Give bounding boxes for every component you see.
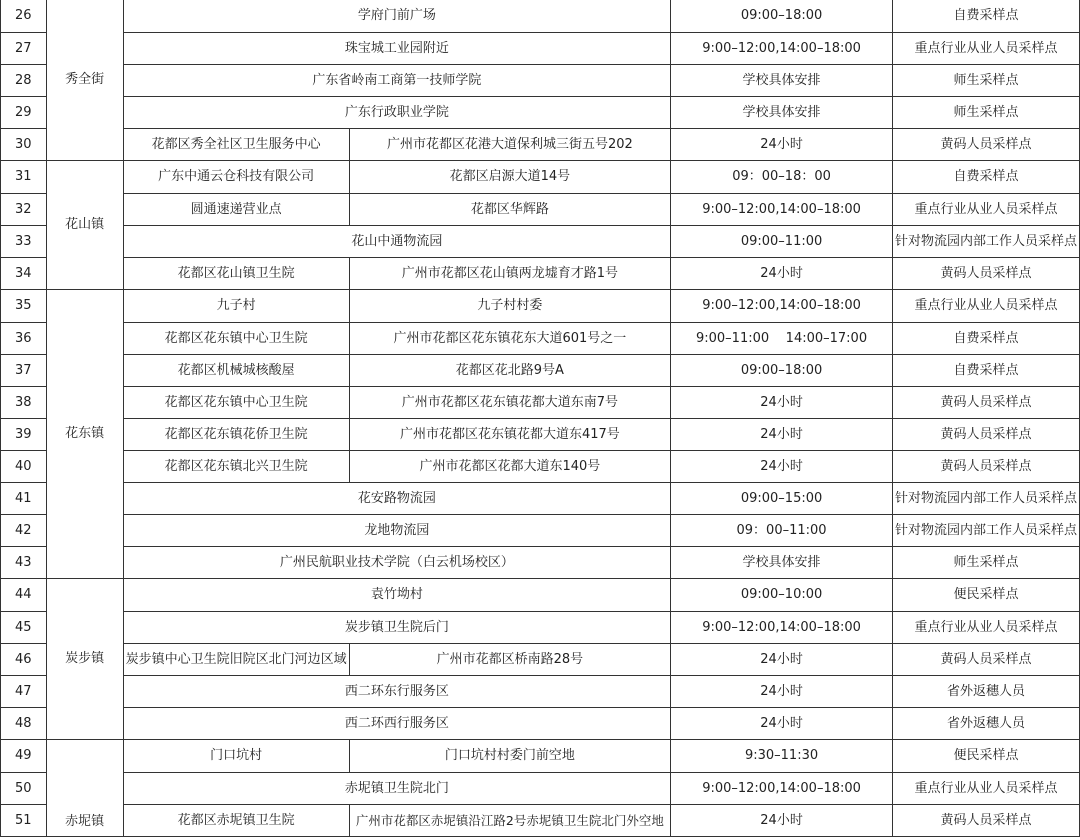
row-number: 31 bbox=[1, 161, 47, 194]
type-cell: 针对物流园内部工作人员采样点 bbox=[892, 483, 1079, 515]
row-number: 30 bbox=[1, 129, 47, 161]
type-cell: 省外返穗人员 bbox=[892, 708, 1079, 740]
row-number: 29 bbox=[1, 97, 47, 129]
time-cell: 9:30–11:30 bbox=[671, 740, 893, 773]
type-cell: 重点行业从业人员采样点 bbox=[892, 194, 1079, 226]
type-cell: 重点行业从业人员采样点 bbox=[892, 612, 1079, 644]
address-cell: 广州市花都区桥南路28号 bbox=[349, 644, 671, 676]
table-row bbox=[1, 161, 1080, 194]
type-cell: 黄码人员采样点 bbox=[892, 129, 1079, 161]
type-cell: 便民采样点 bbox=[892, 740, 1079, 773]
table-row bbox=[1, 612, 1080, 644]
table-row bbox=[1, 419, 1080, 451]
address-cell: 花都区花北路9号A bbox=[349, 355, 671, 387]
time-cell: 9:00–12:00,14:00–18:00 bbox=[671, 194, 893, 226]
type-cell: 自费采样点 bbox=[892, 323, 1079, 355]
time-cell: 09:00–15:00 bbox=[671, 483, 893, 515]
row-number: 47 bbox=[1, 676, 47, 708]
type-cell: 师生采样点 bbox=[892, 65, 1079, 97]
address-cell: 花都区启源大道14号 bbox=[349, 161, 671, 194]
table-row bbox=[1, 805, 1080, 837]
site-cell: 广东行政职业学院 bbox=[123, 97, 671, 129]
time-cell: 24小时 bbox=[671, 387, 893, 419]
address-cell: 广州市花都区花东镇花东大道601号之一 bbox=[349, 323, 671, 355]
table-row bbox=[1, 65, 1080, 97]
site-cell: 广州民航职业技术学院（白云机场校区） bbox=[123, 547, 671, 579]
row-number: 27 bbox=[1, 33, 47, 65]
time-cell: 09：00–18：00 bbox=[671, 161, 893, 194]
table-row bbox=[1, 33, 1080, 65]
time-cell: 9:00–12:00,14:00–18:00 bbox=[671, 33, 893, 65]
site-cell: 广东省岭南工商第一技师学院 bbox=[123, 65, 671, 97]
time-cell: 9:00–11:00 14:00–17:00 bbox=[671, 323, 893, 355]
time-cell: 24小时 bbox=[671, 676, 893, 708]
time-cell: 24小时 bbox=[671, 258, 893, 290]
row-number: 39 bbox=[1, 419, 47, 451]
town-cell: 炭步镇 bbox=[46, 579, 123, 740]
table-row bbox=[1, 515, 1080, 547]
name-cell: 花都区花东镇中心卫生院 bbox=[123, 323, 349, 355]
type-cell: 师生采样点 bbox=[892, 547, 1079, 579]
type-cell: 重点行业从业人员采样点 bbox=[892, 773, 1079, 805]
row-number: 32 bbox=[1, 194, 47, 226]
time-cell: 学校具体安排 bbox=[671, 65, 893, 97]
type-cell: 师生采样点 bbox=[892, 97, 1079, 129]
row-number: 48 bbox=[1, 708, 47, 740]
name-cell: 门口坑村 bbox=[123, 740, 349, 773]
time-cell: 24小时 bbox=[671, 644, 893, 676]
row-number: 40 bbox=[1, 451, 47, 483]
town-cell: 花东镇 bbox=[46, 290, 123, 579]
site-cell: 西二环东行服务区 bbox=[123, 676, 671, 708]
row-number: 33 bbox=[1, 226, 47, 258]
table-row bbox=[1, 579, 1080, 612]
table-row bbox=[1, 258, 1080, 290]
row-number: 35 bbox=[1, 290, 47, 323]
row-number: 49 bbox=[1, 740, 47, 773]
row-number: 42 bbox=[1, 515, 47, 547]
town-cell: 赤坭镇 bbox=[46, 740, 123, 837]
table-row bbox=[1, 194, 1080, 226]
address-cell: 广州市花都区花东镇花都大道东417号 bbox=[349, 419, 671, 451]
name-cell: 九子村 bbox=[123, 290, 349, 323]
type-cell: 黄码人员采样点 bbox=[892, 451, 1079, 483]
row-number: 43 bbox=[1, 547, 47, 579]
row-number: 45 bbox=[1, 612, 47, 644]
type-cell: 黄码人员采样点 bbox=[892, 805, 1079, 837]
site-cell: 龙地物流园 bbox=[123, 515, 671, 547]
name-cell: 炭步镇中心卫生院旧院区北门河边区域 bbox=[123, 644, 349, 676]
type-cell: 黄码人员采样点 bbox=[892, 258, 1079, 290]
site-cell: 学府门前广场 bbox=[123, 0, 671, 33]
site-cell: 西二环西行服务区 bbox=[123, 708, 671, 740]
time-cell: 9:00–12:00,14:00–18:00 bbox=[671, 612, 893, 644]
type-cell: 重点行业从业人员采样点 bbox=[892, 290, 1079, 323]
row-number: 38 bbox=[1, 387, 47, 419]
town-cell: 花山镇 bbox=[46, 161, 123, 290]
table-row bbox=[1, 129, 1080, 161]
row-number: 26 bbox=[1, 0, 47, 33]
table-row bbox=[1, 290, 1080, 323]
name-cell: 花都区花东镇北兴卫生院 bbox=[123, 451, 349, 483]
address-cell: 门口坑村村委门前空地 bbox=[349, 740, 671, 773]
type-cell: 黄码人员采样点 bbox=[892, 387, 1079, 419]
time-cell: 9:00–12:00,14:00–18:00 bbox=[671, 773, 893, 805]
name-cell: 花都区机械城核酸屋 bbox=[123, 355, 349, 387]
type-cell: 便民采样点 bbox=[892, 579, 1079, 612]
table-row bbox=[1, 323, 1080, 355]
name-cell: 花都区秀全社区卫生服务中心 bbox=[123, 129, 349, 161]
time-cell: 24小时 bbox=[671, 419, 893, 451]
address-cell: 广州市花都区花都大道东140号 bbox=[349, 451, 671, 483]
name-cell: 圆通速递营业点 bbox=[123, 194, 349, 226]
type-cell: 省外返穗人员 bbox=[892, 676, 1079, 708]
table-row bbox=[1, 547, 1080, 579]
table-row bbox=[1, 97, 1080, 129]
row-number: 41 bbox=[1, 483, 47, 515]
site-cell: 袁竹坳村 bbox=[123, 579, 671, 612]
site-cell: 花安路物流园 bbox=[123, 483, 671, 515]
time-cell: 24小时 bbox=[671, 805, 893, 837]
table-row bbox=[1, 387, 1080, 419]
address-cell: 花都区华辉路 bbox=[349, 194, 671, 226]
row-number: 36 bbox=[1, 323, 47, 355]
table-row bbox=[1, 773, 1080, 805]
name-cell: 花都区花山镇卫生院 bbox=[123, 258, 349, 290]
row-number: 44 bbox=[1, 579, 47, 612]
row-number: 50 bbox=[1, 773, 47, 805]
type-cell: 针对物流园内部工作人员采样点 bbox=[892, 226, 1079, 258]
table-row bbox=[1, 740, 1080, 773]
type-cell: 针对物流园内部工作人员采样点 bbox=[892, 515, 1079, 547]
site-cell: 珠宝城工业园附近 bbox=[123, 33, 671, 65]
site-cell: 赤坭镇卫生院北门 bbox=[123, 773, 671, 805]
table-row bbox=[1, 676, 1080, 708]
type-cell: 自费采样点 bbox=[892, 161, 1079, 194]
name-cell: 花都区花东镇花侨卫生院 bbox=[123, 419, 349, 451]
address-cell: 广州市花都区花东镇花都大道东南7号 bbox=[349, 387, 671, 419]
time-cell: 9:00–12:00,14:00–18:00 bbox=[671, 290, 893, 323]
row-number: 46 bbox=[1, 644, 47, 676]
table-row bbox=[1, 708, 1080, 740]
row-number: 34 bbox=[1, 258, 47, 290]
town-cell: 秀全街 bbox=[46, 0, 123, 161]
row-number: 37 bbox=[1, 355, 47, 387]
table-row bbox=[1, 483, 1080, 515]
row-number: 51 bbox=[1, 805, 47, 837]
time-cell: 学校具体安排 bbox=[671, 547, 893, 579]
name-cell: 广东中通云仓科技有限公司 bbox=[123, 161, 349, 194]
name-cell: 花都区花东镇中心卫生院 bbox=[123, 387, 349, 419]
site-cell: 花山中通物流园 bbox=[123, 226, 671, 258]
time-cell: 24小时 bbox=[671, 129, 893, 161]
time-cell: 09:00–18:00 bbox=[671, 355, 893, 387]
time-cell: 09:00–10:00 bbox=[671, 579, 893, 612]
table-row bbox=[1, 226, 1080, 258]
address-cell: 广州市花都区花港大道保利城三街五号202 bbox=[349, 129, 671, 161]
time-cell: 24小时 bbox=[671, 451, 893, 483]
name-cell: 花都区赤坭镇卫生院 bbox=[123, 805, 349, 837]
time-cell: 09:00–18:00 bbox=[671, 0, 893, 33]
address-cell: 九子村村委 bbox=[349, 290, 671, 323]
time-cell: 学校具体安排 bbox=[671, 97, 893, 129]
type-cell: 重点行业从业人员采样点 bbox=[892, 33, 1079, 65]
time-cell: 09:00–11:00 bbox=[671, 226, 893, 258]
row-number: 28 bbox=[1, 65, 47, 97]
site-cell: 炭步镇卫生院后门 bbox=[123, 612, 671, 644]
table-row bbox=[1, 0, 1080, 33]
type-cell: 黄码人员采样点 bbox=[892, 644, 1079, 676]
type-cell: 自费采样点 bbox=[892, 355, 1079, 387]
time-cell: 24小时 bbox=[671, 708, 893, 740]
table-row bbox=[1, 644, 1080, 676]
table-row bbox=[1, 451, 1080, 483]
time-cell: 09：00–11:00 bbox=[671, 515, 893, 547]
table-row bbox=[1, 355, 1080, 387]
address-cell: 广州市花都区花山镇两龙墟育才路1号 bbox=[349, 258, 671, 290]
type-cell: 黄码人员采样点 bbox=[892, 419, 1079, 451]
address-cell: 广州市花都区赤坭镇沿江路2号赤坭镇卫生院北门外空地 bbox=[349, 805, 671, 837]
type-cell: 自费采样点 bbox=[892, 0, 1079, 33]
